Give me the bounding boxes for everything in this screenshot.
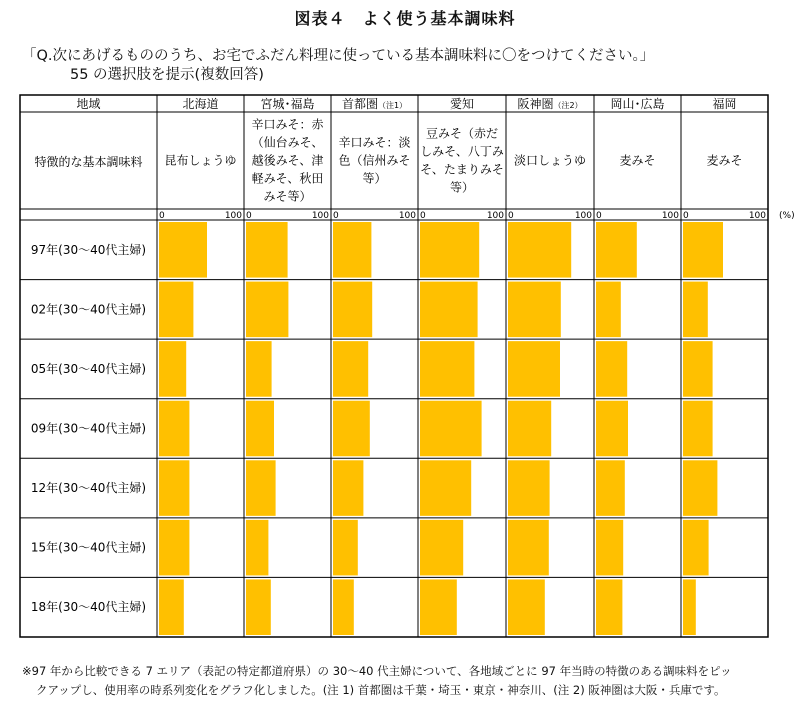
bar-4-1: [420, 222, 479, 278]
seasoning-4-line-3: そ、たまりみそ: [420, 162, 504, 177]
bar-2-2: [246, 282, 288, 338]
seasoning-3-line-3: 等）: [362, 171, 387, 186]
question-subtext: 55 の選択肢を提示(複数回答): [70, 67, 264, 83]
bar-1-2: [159, 282, 193, 338]
bar-6-1: [596, 222, 637, 278]
tick-label-max-4: 100: [486, 211, 504, 221]
bar-1-4: [159, 401, 189, 457]
seasoning-1-line-1: 昆布しょうゆ: [164, 153, 237, 168]
bar-2-5: [246, 460, 276, 516]
bar-6-5: [596, 460, 625, 516]
tick-label-min-3: 0: [333, 211, 339, 221]
region-header-label: 地域: [76, 97, 101, 111]
region-name-6: 岡山･広島: [610, 97, 665, 111]
seasoning-3-line-2: 色（信州みそ: [338, 153, 411, 168]
tick-label-min-7: 0: [683, 211, 689, 221]
region-name-5: 阪神圏（注2）: [517, 97, 583, 111]
bar-1-3: [159, 341, 186, 397]
category-label-7: 18年(30～40代主婦): [30, 600, 147, 615]
bar-5-6: [508, 520, 549, 576]
category-label-3: 05年(30～40代主婦): [30, 361, 147, 376]
bar-7-1: [683, 222, 723, 278]
bar-2-4: [246, 401, 274, 457]
bar-3-6: [333, 520, 358, 576]
seasoning-2-line-1: 辛口みそ：赤: [251, 117, 324, 132]
tick-label-max-7: 100: [748, 211, 766, 221]
bar-5-1: [508, 222, 571, 278]
category-label-5: 12年(30～40代主婦): [30, 481, 147, 496]
bar-7-2: [683, 282, 708, 338]
tick-label-max-3: 100: [398, 211, 416, 221]
bar-2-7: [246, 579, 271, 635]
tick-label-min-2: 0: [246, 211, 252, 221]
bar-5-2: [508, 282, 561, 338]
bar-3-2: [333, 282, 372, 338]
tick-label-max-5: 100: [574, 211, 592, 221]
bar-6-3: [596, 341, 627, 397]
bar-3-3: [333, 341, 368, 397]
seasoning-header-label: 特徴的な基本調味料: [34, 155, 143, 169]
tick-label-min-6: 0: [596, 211, 602, 221]
bar-3-5: [333, 460, 363, 516]
category-label-6: 15年(30～40代主婦): [30, 540, 147, 555]
bar-6-7: [596, 579, 622, 635]
seasoning-2-line-3: 越後みそ、津: [251, 153, 324, 168]
region-name-3: 首都圏（注1）: [341, 97, 408, 111]
bar-7-7: [683, 579, 696, 635]
page-title: 図表４ よく使う基本調味料: [294, 9, 516, 28]
seasoning-6-line-1: 麦みそ: [619, 153, 656, 168]
bar-5-5: [508, 460, 550, 516]
seasoning-3-line-1: 辛口みそ：淡: [338, 135, 411, 150]
bar-4-5: [420, 460, 471, 516]
seasoning-2-line-4: 軽みそ、秋田: [251, 171, 324, 186]
tick-label-min-4: 0: [420, 211, 426, 221]
tick-label-min-1: 0: [159, 211, 165, 221]
bar-7-6: [683, 520, 709, 576]
bar-1-1: [159, 222, 207, 278]
bar-3-4: [333, 401, 370, 457]
bar-4-6: [420, 520, 463, 576]
seasoning-4-line-4: 等）: [449, 180, 475, 195]
bar-7-5: [683, 460, 717, 516]
region-name-2: 宮城･福島: [260, 97, 315, 111]
bar-5-3: [508, 341, 560, 397]
bar-4-2: [420, 282, 478, 338]
bar-4-4: [420, 401, 482, 457]
unit-label: (%): [779, 211, 795, 221]
bar-4-7: [420, 579, 457, 635]
footnote-line-2: クアップし、使用率の時系列変化をグラフ化しました。(注 1) 首都圏は千葉・埼玉・東京・神奈川、(注 2) 阪神圏は大阪・兵庫です。: [36, 683, 726, 697]
bar-1-5: [159, 460, 189, 516]
seasoning-7-line-1: 麦みそ: [706, 153, 743, 168]
bar-3-1: [333, 222, 371, 278]
tick-label-max-1: 100: [224, 211, 242, 221]
bar-2-6: [246, 520, 268, 576]
bar-7-3: [683, 341, 713, 397]
bar-6-2: [596, 282, 621, 338]
bar-6-6: [596, 520, 623, 576]
bar-5-4: [508, 401, 551, 457]
seasoning-2-line-2: （仙台みそ、: [251, 135, 324, 150]
category-label-1: 97年(30～40代主婦): [30, 242, 147, 257]
seasoning-4-line-1: 豆みそ（赤だ: [425, 126, 499, 141]
category-label-4: 09年(30～40代主婦): [30, 421, 147, 436]
bar-3-7: [333, 579, 354, 635]
bar-7-4: [683, 401, 713, 457]
bar-4-3: [420, 341, 474, 397]
bar-2-3: [246, 341, 272, 397]
region-name-4: 愛知: [449, 97, 475, 111]
category-label-2: 02年(30～40代主婦): [30, 302, 147, 317]
seasoning-5-line-1: 淡口しょうゆ: [513, 153, 587, 168]
footnote-line-1: ※97 年から比較できる 7 エリア（表記の特定都道府県）の 30～40 代主婦について、各地域ごとに 97 年当時の特徴のある調味料をピッ: [22, 664, 732, 678]
bar-6-4: [596, 401, 628, 457]
seasoning-4-line-2: しみそ、八丁み: [420, 144, 504, 159]
tick-label-max-6: 100: [661, 211, 679, 221]
bar-1-7: [159, 579, 184, 635]
tick-label-max-2: 100: [311, 211, 329, 221]
bar-2-1: [246, 222, 288, 278]
question-text: 「Q.次にあげるもののうち、お宅でふだん料理に使っている基本調味料に〇をつけてください。」: [22, 48, 655, 64]
bar-1-6: [159, 520, 189, 576]
region-name-7: 福岡: [712, 97, 737, 111]
bar-5-7: [508, 579, 545, 635]
region-name-1: 北海道: [182, 97, 219, 111]
tick-label-min-5: 0: [508, 211, 514, 221]
seasoning-2-line-5: みそ等）: [263, 189, 312, 204]
